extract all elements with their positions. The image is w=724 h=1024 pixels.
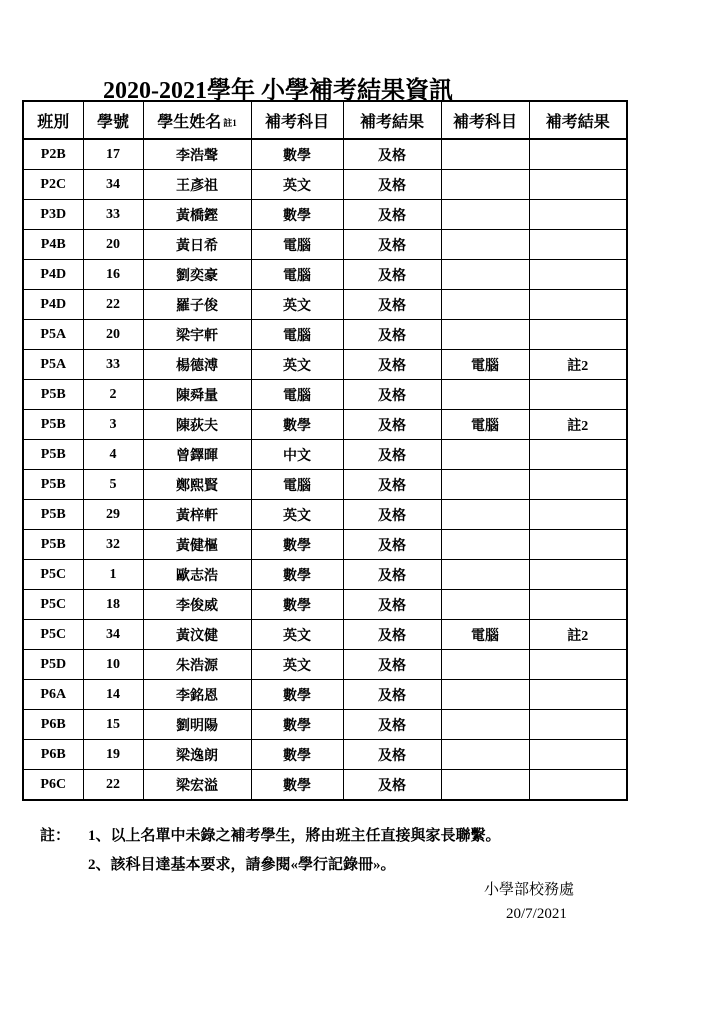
- cell-student-number: 33: [83, 200, 143, 230]
- header-student-name: [143, 101, 251, 139]
- cell-result-2: 註2: [529, 410, 627, 440]
- cell-subject-2: 電腦: [441, 410, 529, 440]
- cell-result-1: 及格: [343, 230, 441, 260]
- cell-result-2: 註2: [529, 350, 627, 380]
- table-row: [23, 650, 627, 680]
- cell-subject-1: 數學: [251, 139, 343, 170]
- cell-subject-2: [441, 710, 529, 740]
- cell-student-name: 曾鐸暉: [143, 440, 251, 470]
- cell-class: P5C: [23, 560, 83, 590]
- cell-result-2: [529, 500, 627, 530]
- table-row: [23, 680, 627, 710]
- issuer-signature: 小學部校務處: [484, 882, 575, 898]
- cell-result-2: [529, 170, 627, 200]
- cell-student-name: 黃梓軒: [143, 500, 251, 530]
- cell-result-2: [529, 650, 627, 680]
- cell-student-name: 黃橋鏗: [143, 200, 251, 230]
- cell-result-1: 及格: [343, 380, 441, 410]
- cell-student-name: 劉奕豪: [143, 260, 251, 290]
- table-row: [23, 170, 627, 200]
- cell-student-name: 陳舜量: [143, 380, 251, 410]
- cell-result-1: 及格: [343, 650, 441, 680]
- cell-subject-2: [441, 440, 529, 470]
- cell-subject-1: 電腦: [251, 380, 343, 410]
- cell-student-number: 32: [83, 530, 143, 560]
- cell-student-name: 陳荻夫: [143, 410, 251, 440]
- cell-subject-1: 中文: [251, 440, 343, 470]
- table-row: [23, 200, 627, 230]
- table-row: [23, 530, 627, 560]
- cell-result-1: 及格: [343, 620, 441, 650]
- cell-class: P5A: [23, 320, 83, 350]
- cell-student-name: 梁逸朗: [143, 740, 251, 770]
- table-row: [23, 440, 627, 470]
- cell-class: P5C: [23, 590, 83, 620]
- cell-result-1: 及格: [343, 590, 441, 620]
- cell-result-1: 及格: [343, 320, 441, 350]
- cell-result-1: 及格: [343, 770, 441, 801]
- cell-student-number: 16: [83, 260, 143, 290]
- header-class: 班別: [23, 101, 83, 139]
- cell-subject-2: [441, 680, 529, 710]
- cell-result-2: [529, 530, 627, 560]
- cell-student-name: 鄭熙賢: [143, 470, 251, 500]
- cell-subject-1: 電腦: [251, 230, 343, 260]
- cell-result-2: [529, 380, 627, 410]
- cell-student-name: 王彥祖: [143, 170, 251, 200]
- cell-result-2: [529, 560, 627, 590]
- page-title: 2020-2021學年 小學補考結果資訊: [103, 78, 453, 104]
- table-row: [23, 590, 627, 620]
- cell-subject-1: 電腦: [251, 320, 343, 350]
- cell-result-2: 註2: [529, 620, 627, 650]
- cell-subject-2: [441, 200, 529, 230]
- cell-subject-2: [441, 139, 529, 170]
- cell-subject-2: [441, 470, 529, 500]
- cell-result-1: 及格: [343, 560, 441, 590]
- cell-class: P5B: [23, 410, 83, 440]
- cell-student-number: 34: [83, 620, 143, 650]
- note-line-1: 1、以上名單中未錄之補考學生，將由班主任直接與家長聯繫。: [88, 828, 501, 844]
- cell-class: P6B: [23, 740, 83, 770]
- cell-result-2: [529, 230, 627, 260]
- cell-student-name: 楊德溥: [143, 350, 251, 380]
- table-row: [23, 560, 627, 590]
- cell-subject-1: 英文: [251, 500, 343, 530]
- cell-student-number: 14: [83, 680, 143, 710]
- cell-result-1: 及格: [343, 260, 441, 290]
- table-header-row: [23, 101, 627, 139]
- cell-student-number: 22: [83, 290, 143, 320]
- cell-subject-1: 英文: [251, 650, 343, 680]
- cell-student-number: 10: [83, 650, 143, 680]
- cell-subject-2: [441, 500, 529, 530]
- cell-result-1: 及格: [343, 680, 441, 710]
- cell-result-1: 及格: [343, 530, 441, 560]
- cell-result-2: [529, 590, 627, 620]
- cell-subject-2: [441, 260, 529, 290]
- cell-subject-1: 英文: [251, 620, 343, 650]
- cell-student-number: 29: [83, 500, 143, 530]
- cell-subject-1: 英文: [251, 350, 343, 380]
- cell-result-1: 及格: [343, 500, 441, 530]
- cell-subject-2: [441, 290, 529, 320]
- cell-student-name: 歐志浩: [143, 560, 251, 590]
- header-subject-1: 補考科目: [251, 101, 343, 139]
- cell-subject-2: [441, 650, 529, 680]
- note-1-marker: 註1: [223, 117, 237, 128]
- cell-student-number: 4: [83, 440, 143, 470]
- cell-student-name: 劉明陽: [143, 710, 251, 740]
- table-row: [23, 410, 627, 440]
- cell-class: P5B: [23, 500, 83, 530]
- cell-student-number: 20: [83, 230, 143, 260]
- cell-result-2: [529, 290, 627, 320]
- cell-subject-1: 英文: [251, 170, 343, 200]
- cell-class: P5B: [23, 380, 83, 410]
- cell-subject-2: [441, 320, 529, 350]
- table-row: [23, 770, 627, 801]
- cell-result-2: [529, 200, 627, 230]
- cell-result-1: 及格: [343, 350, 441, 380]
- header-student-name-label: 學生姓名: [157, 113, 222, 131]
- header-result-2: 補考結果: [529, 101, 627, 139]
- cell-class: P5B: [23, 440, 83, 470]
- cell-subject-1: 數學: [251, 410, 343, 440]
- cell-subject-2: [441, 590, 529, 620]
- cell-subject-2: 電腦: [441, 620, 529, 650]
- cell-result-2: [529, 770, 627, 801]
- cell-result-2: [529, 139, 627, 170]
- cell-class: P5C: [23, 620, 83, 650]
- cell-class: P2C: [23, 170, 83, 200]
- cell-result-1: 及格: [343, 290, 441, 320]
- cell-subject-1: 數學: [251, 200, 343, 230]
- cell-student-number: 18: [83, 590, 143, 620]
- cell-class: P6A: [23, 680, 83, 710]
- cell-student-number: 2: [83, 380, 143, 410]
- cell-student-number: 34: [83, 170, 143, 200]
- cell-student-number: 1: [83, 560, 143, 590]
- cell-result-2: [529, 260, 627, 290]
- cell-student-number: 17: [83, 139, 143, 170]
- cell-result-2: [529, 470, 627, 500]
- cell-subject-1: 數學: [251, 680, 343, 710]
- cell-class: P4B: [23, 230, 83, 260]
- cell-student-name: 黃汶健: [143, 620, 251, 650]
- cell-class: P4D: [23, 290, 83, 320]
- cell-student-number: 22: [83, 770, 143, 801]
- cell-student-name: 羅子俊: [143, 290, 251, 320]
- cell-class: P6B: [23, 710, 83, 740]
- table-row: [23, 230, 627, 260]
- cell-subject-1: 電腦: [251, 260, 343, 290]
- cell-class: P5B: [23, 470, 83, 500]
- table-row: [23, 290, 627, 320]
- cell-subject-2: [441, 740, 529, 770]
- cell-result-1: 及格: [343, 200, 441, 230]
- cell-subject-1: 英文: [251, 290, 343, 320]
- cell-subject-2: 電腦: [441, 350, 529, 380]
- cell-subject-1: 數學: [251, 740, 343, 770]
- cell-result-2: [529, 710, 627, 740]
- cell-class: P5B: [23, 530, 83, 560]
- cell-result-1: 及格: [343, 139, 441, 170]
- cell-student-name: 朱浩源: [143, 650, 251, 680]
- cell-class: P2B: [23, 139, 83, 170]
- issue-date: 20/7/2021: [506, 906, 567, 922]
- header-subject-2: 補考科目: [441, 101, 529, 139]
- cell-student-number: 20: [83, 320, 143, 350]
- cell-subject-2: [441, 530, 529, 560]
- cell-class: P3D: [23, 200, 83, 230]
- cell-student-number: 33: [83, 350, 143, 380]
- cell-student-name: 黃健樞: [143, 530, 251, 560]
- cell-student-name: 李銘恩: [143, 680, 251, 710]
- header-result-1: 補考結果: [343, 101, 441, 139]
- cell-subject-1: 電腦: [251, 470, 343, 500]
- cell-result-2: [529, 320, 627, 350]
- cell-student-name: 李俊威: [143, 590, 251, 620]
- cell-class: P5D: [23, 650, 83, 680]
- cell-subject-1: 數學: [251, 530, 343, 560]
- table-row: [23, 380, 627, 410]
- table-row: [23, 740, 627, 770]
- cell-result-1: 及格: [343, 470, 441, 500]
- cell-result-2: [529, 740, 627, 770]
- table-row: [23, 470, 627, 500]
- cell-student-name: 李浩聲: [143, 139, 251, 170]
- results-table: [22, 100, 628, 801]
- note-line-2: 2、該科目達基本要求，請參閱«學行記錄冊»。: [88, 857, 396, 873]
- cell-result-1: 及格: [343, 740, 441, 770]
- table-row: [23, 710, 627, 740]
- cell-student-number: 19: [83, 740, 143, 770]
- cell-student-name: 梁宇軒: [143, 320, 251, 350]
- table-body: [23, 139, 627, 800]
- cell-class: P6C: [23, 770, 83, 801]
- cell-class: P4D: [23, 260, 83, 290]
- notes-label: 註：: [40, 828, 71, 844]
- cell-student-name: 梁宏溢: [143, 770, 251, 801]
- cell-subject-1: 數學: [251, 770, 343, 801]
- table-row: [23, 139, 627, 170]
- table-row: [23, 620, 627, 650]
- cell-subject-2: [441, 560, 529, 590]
- cell-subject-1: 數學: [251, 560, 343, 590]
- cell-result-2: [529, 440, 627, 470]
- cell-student-name: 黃日希: [143, 230, 251, 260]
- cell-subject-2: [441, 170, 529, 200]
- cell-result-2: [529, 680, 627, 710]
- cell-result-1: 及格: [343, 410, 441, 440]
- table-row: [23, 260, 627, 290]
- header-student-number: 學號: [83, 101, 143, 139]
- cell-student-number: 3: [83, 410, 143, 440]
- cell-subject-1: 數學: [251, 590, 343, 620]
- cell-student-number: 15: [83, 710, 143, 740]
- table-row: [23, 350, 627, 380]
- cell-subject-1: 數學: [251, 710, 343, 740]
- table-row: [23, 320, 627, 350]
- cell-student-number: 5: [83, 470, 143, 500]
- cell-result-1: 及格: [343, 440, 441, 470]
- cell-subject-2: [441, 770, 529, 801]
- cell-subject-2: [441, 230, 529, 260]
- cell-result-1: 及格: [343, 170, 441, 200]
- table-row: [23, 500, 627, 530]
- cell-subject-2: [441, 380, 529, 410]
- cell-result-1: 及格: [343, 710, 441, 740]
- cell-class: P5A: [23, 350, 83, 380]
